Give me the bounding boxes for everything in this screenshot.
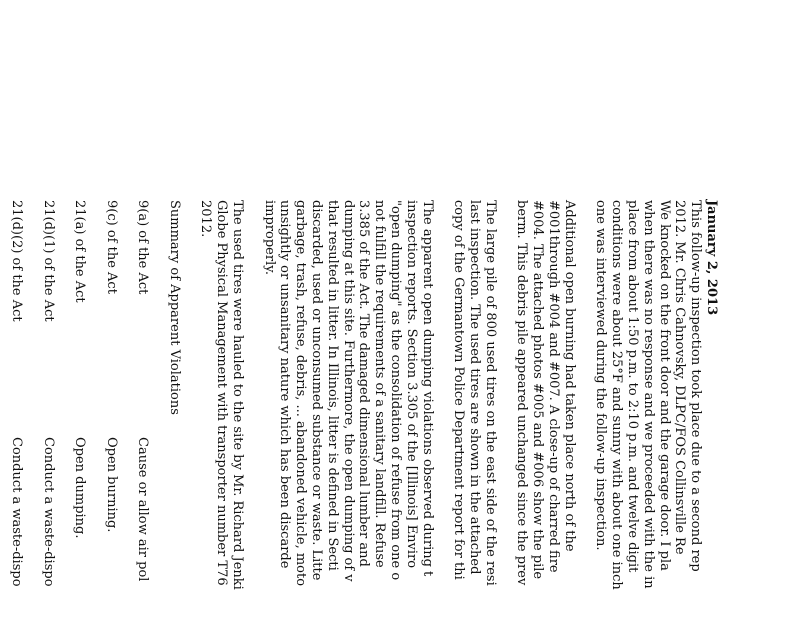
text-line: The used tires were hauled to the site by Mr. Richard Jenki	[230, 200, 246, 590]
text-line: not fulfill the requirements of a sanitary landfill. Refuse	[372, 200, 388, 568]
violation-row	[8, 200, 24, 618]
violation-row	[40, 200, 56, 618]
paragraph-inspection	[593, 200, 704, 618]
paragraph-tire-hauling	[198, 200, 245, 618]
violation-row	[135, 200, 151, 618]
paragraph-gap	[498, 200, 514, 618]
violation-section: 21(d)(1) of the Act	[40, 200, 56, 322]
text-line: The apparent open dumping violations observed during t	[419, 200, 435, 577]
violation-section: 9(c) of the Act	[103, 200, 119, 294]
text-line: conditions were about 25°F and sunny with about one inch	[609, 200, 625, 590]
text-line: that resulted in litter. In Illinois, litter is defined in Secti	[324, 200, 340, 571]
text-line: dumping at this site. Furthermore, the open dumping of v	[340, 200, 356, 582]
paragraph-open-dumping	[261, 200, 435, 618]
paragraph-gap	[577, 200, 593, 618]
violation-description: Conduct a waste-dispo	[40, 437, 56, 587]
paragraph-gap	[182, 200, 198, 618]
text-line: discarded, used or unconsumed substance or waste. Litte	[309, 200, 325, 581]
text-line: #004. The attached photos #005 and #006 show the pile	[530, 200, 546, 580]
text-line: copy of the Germantown Police Department report for thi	[451, 200, 467, 580]
date-heading: January 2, 2013	[704, 200, 719, 316]
violation-description: Open dumping.	[72, 437, 88, 539]
paragraph-gap	[245, 200, 261, 618]
text-line: 3.385 of the Act. The damaged dimensional lumber and	[356, 200, 372, 567]
text-line: We knocked on the front door and the garage door. I pla	[656, 200, 672, 571]
text-line: last inspection. The used tires are shown in the attached	[467, 200, 483, 575]
text-line: 2012.	[198, 200, 214, 238]
text-line: This follow-up inspection took place due to a second rep	[688, 200, 704, 572]
violations-list	[8, 200, 150, 618]
violation-description: Cause or allow air pol	[135, 437, 151, 582]
violation-row	[71, 200, 87, 618]
violation-row	[103, 200, 119, 618]
text-line: improperly.	[261, 200, 277, 275]
paragraph-open-burning	[514, 200, 577, 618]
text-line: inspection reports. Section 3.305 of the [Illinois] Enviro	[403, 200, 419, 569]
row-gap	[56, 200, 72, 618]
row-gap	[87, 200, 103, 618]
text-line: unsightly or unsanitary nature which has been discarde	[277, 200, 293, 569]
violation-section: 9(a) of the Act	[135, 200, 151, 295]
row-gap	[24, 200, 40, 618]
violation-description: Conduct a waste-dispo	[8, 437, 24, 587]
violation-section: 21(a) of the Act	[72, 200, 88, 303]
paragraph-used-tires	[450, 200, 497, 618]
text-line: when there was no response and we proceeded with the in	[640, 200, 656, 589]
text-line: The large pile of 800 used tires on the east side of the resi	[482, 200, 498, 586]
text-line: berm. This debris pile appeared unchanged since the prev	[514, 200, 530, 586]
paragraph-gap	[435, 200, 451, 618]
paragraph-gap	[0, 200, 8, 618]
paragraph-gap	[150, 200, 166, 618]
text-line: Additional open burning had taken place north of the	[561, 200, 577, 552]
row-gap	[119, 200, 135, 618]
text-line: #001through #004 and #007. A close-up of charred fire	[546, 200, 562, 573]
rotated-document	[0, 200, 719, 618]
violation-description: Open burning.	[103, 437, 119, 533]
text-line: 2012. Mr. Chris Cahnovsky, DLPC/FOS Collinsville Re	[672, 200, 688, 555]
text-line: "open dumping" as the consolidation of refuse from one o	[388, 200, 404, 581]
text-line: garbage, trash, refuse, debris, ... abandoned vehicle, moto	[293, 200, 309, 587]
text-line: place from about 1:50 p.m. to 2:10 p.m. and twelve digit	[625, 200, 641, 573]
text-line: Globe Physical Management with transporter number T76	[214, 200, 230, 586]
summary-heading: Summary of Apparent Violations	[166, 200, 182, 415]
text-line: one was interviewed during the follow-up inspection.	[593, 200, 609, 551]
violation-section: 21(d)(2) of the Act	[8, 200, 24, 322]
